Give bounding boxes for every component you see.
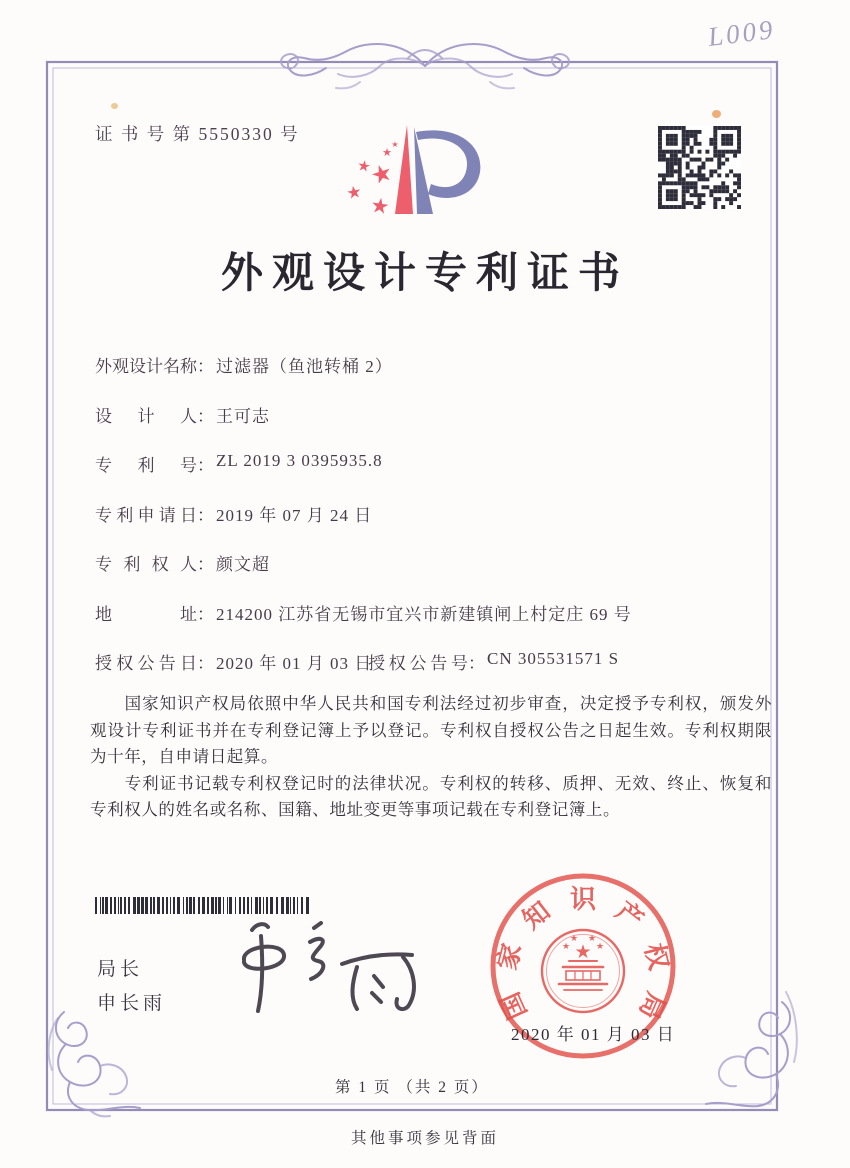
svg-text:★: ★ xyxy=(561,942,571,952)
field-value: CN 305531571 S xyxy=(487,649,620,668)
legal-text xyxy=(90,691,772,824)
field-address xyxy=(95,600,632,624)
flourish-top-icon xyxy=(240,26,610,104)
field-label: 专利申请日 xyxy=(95,506,197,525)
legal-paragraph-2: 专利证书记载专利权登记时的法律状况。专利权的转移、质押、无效、终止、恢复和专利权人的姓名或名称、国籍、地址变更等事项记载在专利登记簿上。 xyxy=(90,773,772,819)
field-value: 214200 江苏省无锡市宜兴市新建镇闸上村定庄 69 号 xyxy=(216,605,632,624)
field-filing-date xyxy=(95,501,372,525)
scan-speck xyxy=(712,110,721,118)
field-label: 专利号 xyxy=(95,456,197,475)
director-title: 局长 xyxy=(97,959,144,980)
field-colon: ： xyxy=(197,407,214,426)
field-designer xyxy=(95,402,270,426)
svg-text:★: ★ xyxy=(369,192,391,220)
legal-paragraph-1: 国家知识产权局依照中华人民共和国专利法经过初步审查，决定授予专利权，颁发外观设计专利证书并在专利登记簿上予以登记。专利权自授权公告之日起生效。专利权期限为十年，自申请日起算。 xyxy=(90,694,772,766)
svg-text:家: 家 xyxy=(492,940,527,973)
svg-text:★: ★ xyxy=(344,181,364,205)
field-label: 授权公告日 xyxy=(95,654,197,673)
field-value: 2019 年 07 月 24 日 xyxy=(216,506,373,525)
field-colon: ： xyxy=(197,456,214,475)
field-colon: ： xyxy=(197,555,214,574)
svg-text:★: ★ xyxy=(595,942,605,952)
svg-text:国: 国 xyxy=(495,987,533,1024)
national-emblem-icon xyxy=(542,930,624,1012)
page-title: 外观设计专利证书 xyxy=(220,251,629,297)
field-label: 授权公告号 xyxy=(368,654,468,673)
field-value: ZL 2019 3 0395935.8 xyxy=(216,451,383,470)
back-reference-note: 其他事项参见背面 xyxy=(350,1130,499,1147)
svg-text:产: 产 xyxy=(610,896,649,935)
field-patentee xyxy=(95,550,270,574)
svg-text:局: 局 xyxy=(633,987,671,1024)
page-indicator: 第 1 页 （共 2 页） xyxy=(335,1079,489,1096)
flourish-bottom-left-icon xyxy=(34,1006,146,1124)
field-value: 2020 年 01 月 03 日 xyxy=(216,654,373,673)
field-value: 王可志 xyxy=(216,407,270,426)
field-colon: ： xyxy=(197,605,214,624)
field-patent-number xyxy=(95,451,383,475)
director-signature xyxy=(222,908,437,1020)
cnipa-logo-icon xyxy=(338,100,503,230)
certificate-number: 证 书 号 第 5550330 号 xyxy=(95,124,300,144)
svg-text:★: ★ xyxy=(587,934,597,944)
field-label: 地址 xyxy=(95,605,197,624)
flourish-bottom-right-icon xyxy=(700,988,812,1124)
field-label: 外观设计名称 xyxy=(95,357,197,376)
svg-text:★: ★ xyxy=(569,934,579,944)
field-grant-number xyxy=(368,649,619,674)
field-design-name xyxy=(95,352,393,376)
svg-text:★: ★ xyxy=(391,140,399,149)
svg-text:★: ★ xyxy=(355,155,373,177)
field-grant xyxy=(95,649,620,673)
field-colon: ： xyxy=(468,654,485,673)
director-name: 申长雨 xyxy=(97,993,167,1014)
svg-text:识: 识 xyxy=(569,885,597,914)
field-label: 专利权人 xyxy=(95,555,197,574)
field-colon: ： xyxy=(197,357,214,376)
field-colon: ： xyxy=(197,654,214,673)
seal-date: 2020 年 01 月 03 日 xyxy=(511,1025,676,1044)
svg-text:权: 权 xyxy=(639,940,674,973)
scan-speck xyxy=(111,103,118,109)
svg-text:★: ★ xyxy=(382,146,392,159)
field-value: 过滤器（鱼池转桶 2） xyxy=(216,357,393,376)
handwritten-note: L009 xyxy=(706,14,778,53)
svg-text:★: ★ xyxy=(574,941,592,963)
field-value: 颜文超 xyxy=(216,555,270,574)
field-label: 设计人 xyxy=(95,407,197,426)
svg-text:★: ★ xyxy=(367,157,397,191)
field-colon: ： xyxy=(197,506,214,525)
qr-code xyxy=(658,126,741,209)
svg-text:知: 知 xyxy=(517,896,556,935)
